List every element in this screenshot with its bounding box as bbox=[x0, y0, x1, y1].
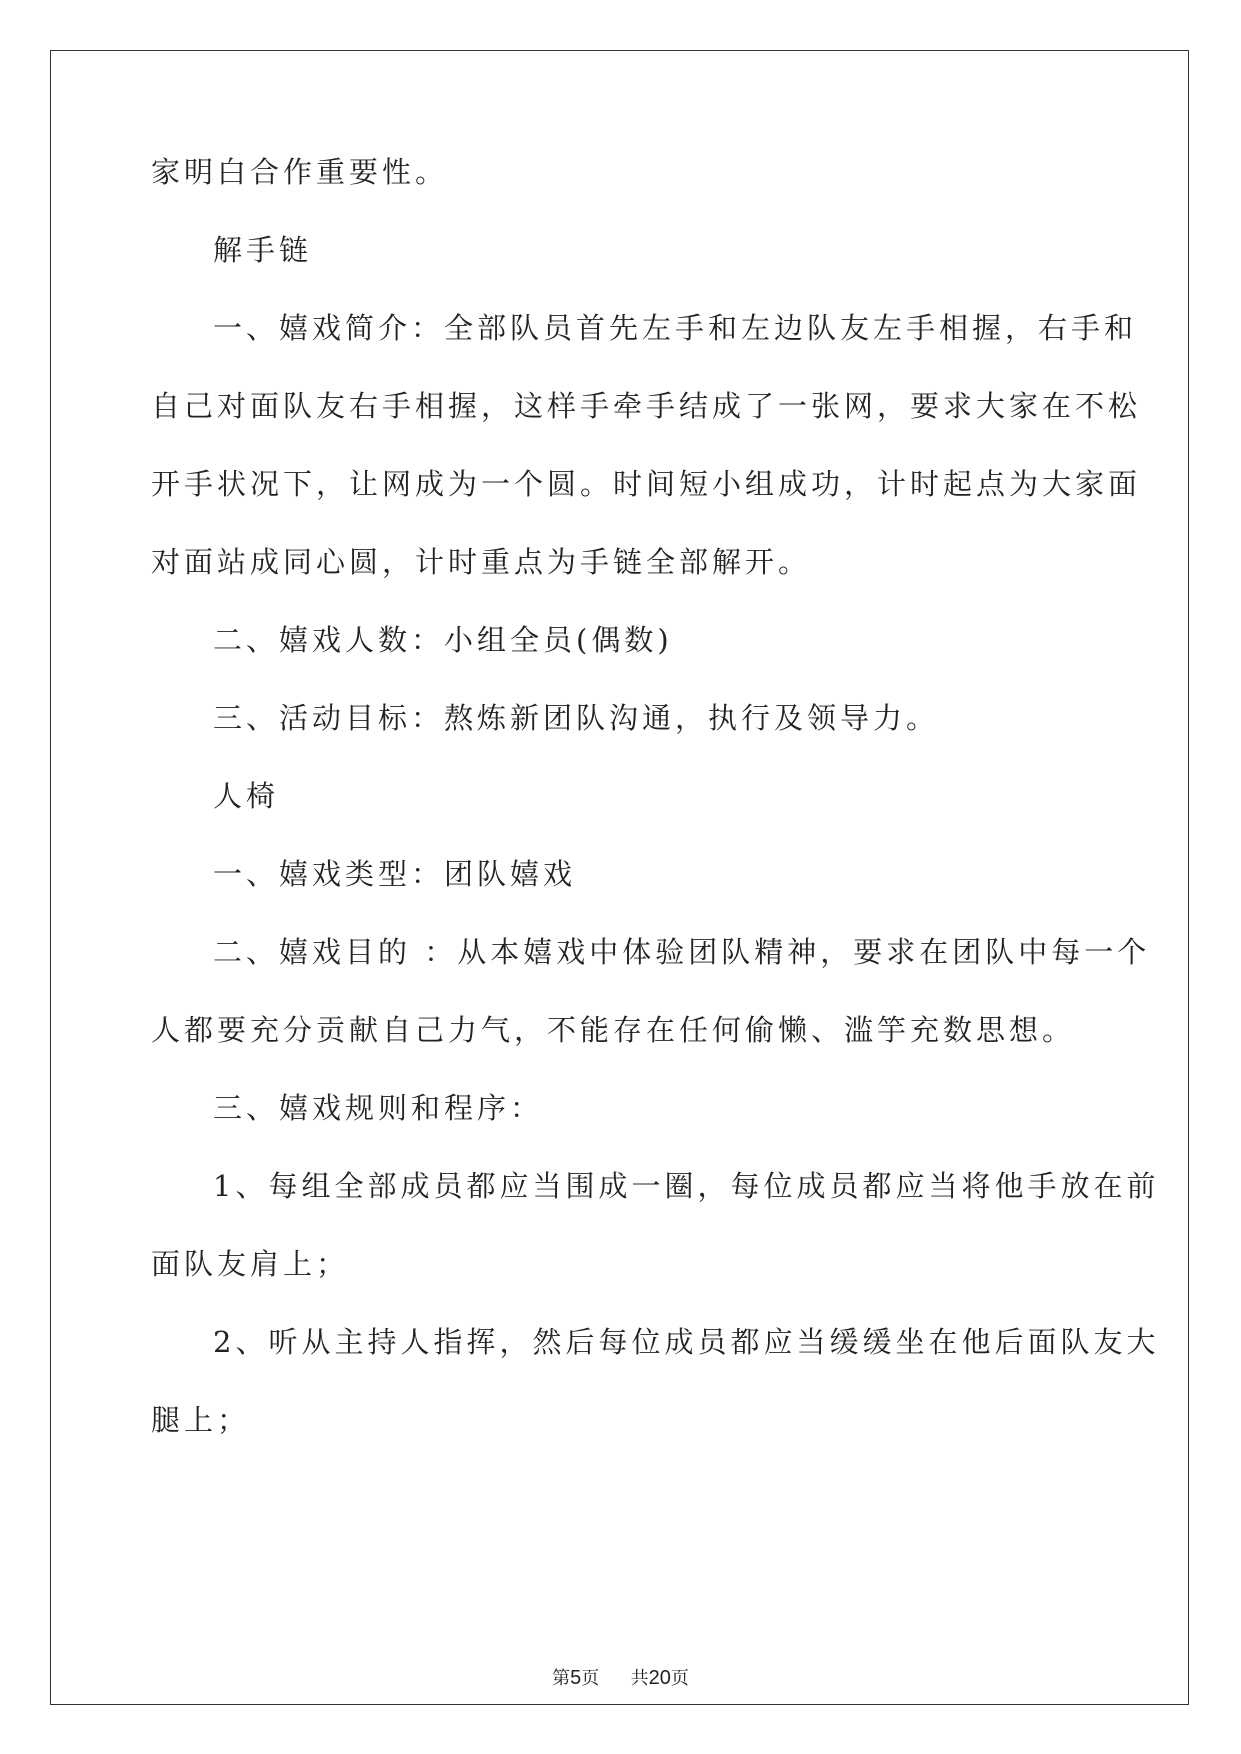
paragraph-line: 自己对面队友右手相握，这样手牵手结成了一张网，要求大家在不松 bbox=[151, 389, 1142, 423]
paragraph-line: 人都要充分贡献自己力气，不能存在任何偷懒、滥竽充数思想。 bbox=[151, 1013, 1076, 1047]
paragraph-line: 一、嬉戏类型：团队嬉戏 bbox=[213, 857, 577, 891]
paragraph-line: 对面站成同心圆，计时重点为手链全部解开。 bbox=[151, 545, 812, 579]
paragraph-line: 面队友肩上； bbox=[151, 1247, 350, 1281]
page-prefix: 第 bbox=[552, 1668, 571, 1689]
page-footer bbox=[0, 1666, 1241, 1691]
page-current: 5 bbox=[570, 1667, 582, 1689]
section-heading-jieshoulian: 解手链 bbox=[213, 233, 313, 267]
paragraph-line: 二、嬉戏人数：小组全员(偶数) bbox=[213, 623, 673, 657]
paragraph-line: 二、嬉戏目的 ：从本嬉戏中体验团队精神，要求在团队中每一个 bbox=[213, 935, 1151, 969]
paragraph-line: 三、嬉戏规则和程序： bbox=[213, 1091, 544, 1125]
total-suffix: 页 bbox=[670, 1668, 689, 1689]
body-line-continuation: 家明白合作重要性。 bbox=[151, 155, 449, 189]
section-heading-renyi: 人椅 bbox=[213, 779, 280, 813]
paragraph-line: 腿上； bbox=[151, 1403, 251, 1437]
paragraph-line: 开手状况下，让网成为一个圆。时间短小组成功，计时起点为大家面 bbox=[151, 467, 1142, 501]
page-number bbox=[552, 1666, 599, 1691]
paragraph-line: 三、活动目标：熬炼新团队沟通，执行及领导力。 bbox=[213, 701, 940, 735]
page-total bbox=[631, 1666, 689, 1691]
page-suffix: 页 bbox=[581, 1668, 600, 1689]
total-count: 20 bbox=[648, 1667, 671, 1689]
paragraph-line: 一、嬉戏简介：全部队员首先左手和左边队友左手相握，右手和 bbox=[213, 311, 1138, 345]
paragraph-line: 1、每组全部成员都应当围成一圈，每位成员都应当将他手放在前 bbox=[213, 1169, 1160, 1203]
paragraph-line: 2、听从主持人指挥，然后每位成员都应当缓缓坐在他后面队友大 bbox=[213, 1325, 1160, 1359]
total-prefix: 共 bbox=[630, 1668, 649, 1689]
